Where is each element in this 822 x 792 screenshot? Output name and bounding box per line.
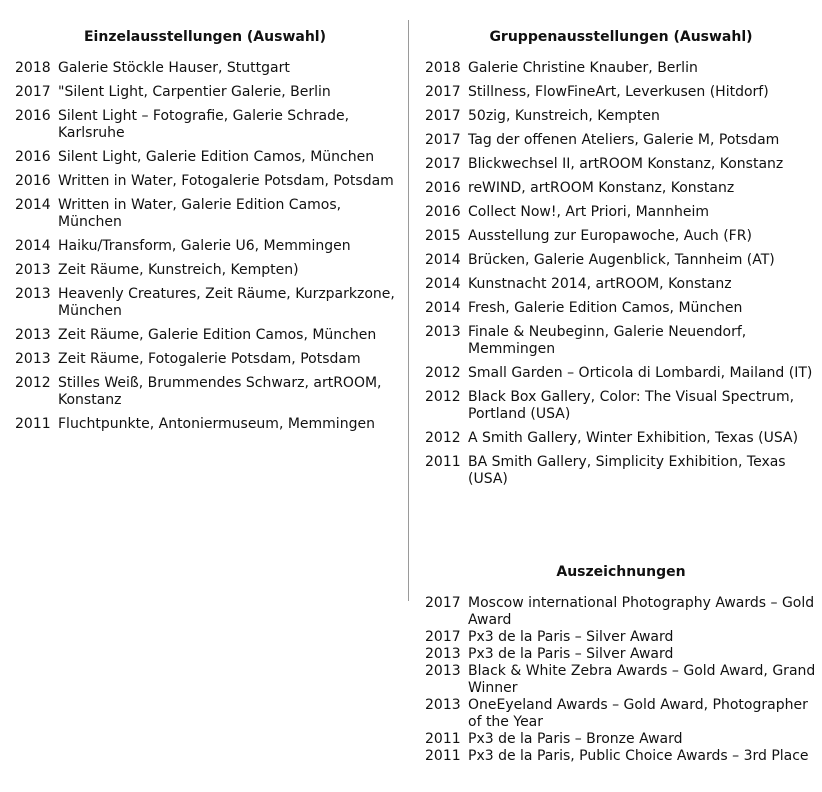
list-item [425,276,817,293]
item-year: 2016 [425,180,461,196]
group-exhibitions-heading: Gruppenausstellungen (Auswahl) [489,29,753,45]
item-year: 2012 [425,430,461,446]
item-year: 2013 [425,646,461,662]
list-item [425,629,817,646]
item-year: 2017 [425,156,461,172]
group-exhibitions-list [425,60,817,495]
list-item [425,132,817,149]
item-text: 50zig, Kunstreich, Kempten [468,108,660,124]
list-item [15,375,395,409]
item-year: 2014 [425,300,461,316]
list-item [425,60,817,77]
item-year: 2018 [425,60,461,76]
item-text: OneEyeland Awards – Gold Award, Photographer of the Year [468,697,808,730]
list-item [425,595,817,629]
item-text: Black & White Zebra Awards – Gold Award, Grand Winner [468,663,816,696]
item-text: Px3 de la Paris, Public Choice Awards – 3rd Place [468,748,809,764]
item-year: 2016 [15,108,51,124]
item-text: Stillness, FlowFineArt, Leverkusen (Hitdorf) [468,84,769,100]
item-year: 2017 [425,84,461,100]
item-text: Collect Now!, Art Priori, Mannheim [468,204,710,220]
item-year: 2017 [15,84,51,100]
list-item [15,238,395,255]
item-year: 2018 [15,60,51,76]
item-year: 2013 [15,286,51,302]
item-year: 2013 [15,351,51,367]
item-year: 2011 [425,731,461,747]
list-item [425,108,817,125]
list-item [425,84,817,101]
item-text: Written in Water, Galerie Edition Camos, München [58,197,342,230]
item-text: A Smith Gallery, Winter Exhibition, Texas (USA) [468,430,799,446]
item-year: 2013 [15,327,51,343]
item-year: 2013 [425,663,461,679]
item-text: Stilles Weiß, Brummendes Schwarz, artROOM, Konstanz [58,375,382,408]
item-text: Kunstnacht 2014, artROOM, Konstanz [468,276,732,292]
item-year: 2012 [425,365,461,381]
list-item [15,197,395,231]
item-year: 2013 [425,324,461,340]
item-year: 2015 [425,228,461,244]
list-item [425,228,817,245]
item-text: Finale & Neubeginn, Galerie Neuendorf, Memmingen [468,324,747,357]
item-year: 2017 [425,595,461,611]
list-item [15,60,395,77]
item-text: Ausstellung zur Europawoche, Auch (FR) [468,228,752,244]
item-year: 2016 [15,173,51,189]
list-item [15,262,395,279]
item-text: Px3 de la Paris – Bronze Award [468,731,683,747]
item-text: Fluchtpunkte, Antoniermuseum, Memmingen [58,416,375,432]
item-year: 2011 [425,454,461,470]
list-item [425,697,817,731]
solo-exhibitions-list [15,60,395,440]
column-divider [408,20,409,601]
list-item [425,252,817,269]
item-year: 2012 [425,389,461,405]
awards-heading: Auszeichnungen [556,564,686,580]
item-text: Moscow international Photography Awards – Gold Award [468,595,815,628]
list-item [15,149,395,166]
list-item [425,156,817,173]
list-item [15,108,395,142]
list-item [15,327,395,344]
list-item [425,646,817,663]
item-text: Galerie Stöckle Hauser, Stuttgart [58,60,290,76]
item-year: 2014 [15,238,51,254]
item-text: Fresh, Galerie Edition Camos, München [468,300,743,316]
item-year: 2013 [425,697,461,713]
solo-exhibitions-heading: Einzelausstellungen (Auswahl) [83,29,326,45]
list-item [425,663,817,697]
list-item [425,180,817,197]
awards-list [425,595,817,765]
list-item [425,300,817,317]
list-item [425,430,817,447]
item-text: Zeit Räume, Fotogalerie Potsdam, Potsdam [58,351,361,367]
list-item [425,748,817,765]
item-text: BA Smith Gallery, Simplicity Exhibition, Texas (USA) [468,454,786,487]
item-year: 2012 [15,375,51,391]
list-item [425,389,817,423]
item-text: Px3 de la Paris – Silver Award [468,629,674,645]
item-text: Small Garden – Orticola di Lombardi, Mailand (IT) [468,365,813,381]
item-text: Black Box Gallery, Color: The Visual Spectrum, Portland (USA) [468,389,795,422]
item-text: Zeit Räume, Galerie Edition Camos, München [58,327,377,343]
list-item [15,84,395,101]
list-item [15,173,395,190]
item-text: Zeit Räume, Kunstreich, Kempten) [58,262,299,278]
list-item [15,416,395,433]
item-year: 2016 [15,149,51,165]
item-text: Blickwechsel II, artROOM Konstanz, Konstanz [468,156,784,172]
list-item [15,286,395,320]
list-item [15,351,395,368]
list-item [425,324,817,358]
item-text: Silent Light – Fotografie, Galerie Schrade, Karlsruhe [58,108,350,141]
item-year: 2014 [15,197,51,213]
item-text: Brücken, Galerie Augenblick, Tannheim (AT) [468,252,775,268]
item-text: Px3 de la Paris – Silver Award [468,646,674,662]
list-item [425,454,817,488]
item-text: Haiku/Transform, Galerie U6, Memmingen [58,238,351,254]
item-text: Heavenly Creatures, Zeit Räume, Kurzparkzone, München [58,286,395,319]
item-year: 2016 [425,204,461,220]
list-item [425,204,817,221]
item-year: 2013 [15,262,51,278]
item-year: 2011 [15,416,51,432]
item-text: "Silent Light, Carpentier Galerie, Berlin [58,84,331,100]
item-text: Galerie Christine Knauber, Berlin [468,60,698,76]
list-item [425,365,817,382]
item-text: Written in Water, Fotogalerie Potsdam, Potsdam [58,173,394,189]
item-year: 2011 [425,748,461,764]
item-year: 2014 [425,276,461,292]
list-item [425,731,817,748]
item-text: reWIND, artROOM Konstanz, Konstanz [468,180,735,196]
item-text: Tag der offenen Ateliers, Galerie M, Potsdam [468,132,780,148]
item-year: 2017 [425,132,461,148]
item-year: 2017 [425,108,461,124]
item-year: 2014 [425,252,461,268]
item-text: Silent Light, Galerie Edition Camos, München [58,149,375,165]
item-year: 2017 [425,629,461,645]
